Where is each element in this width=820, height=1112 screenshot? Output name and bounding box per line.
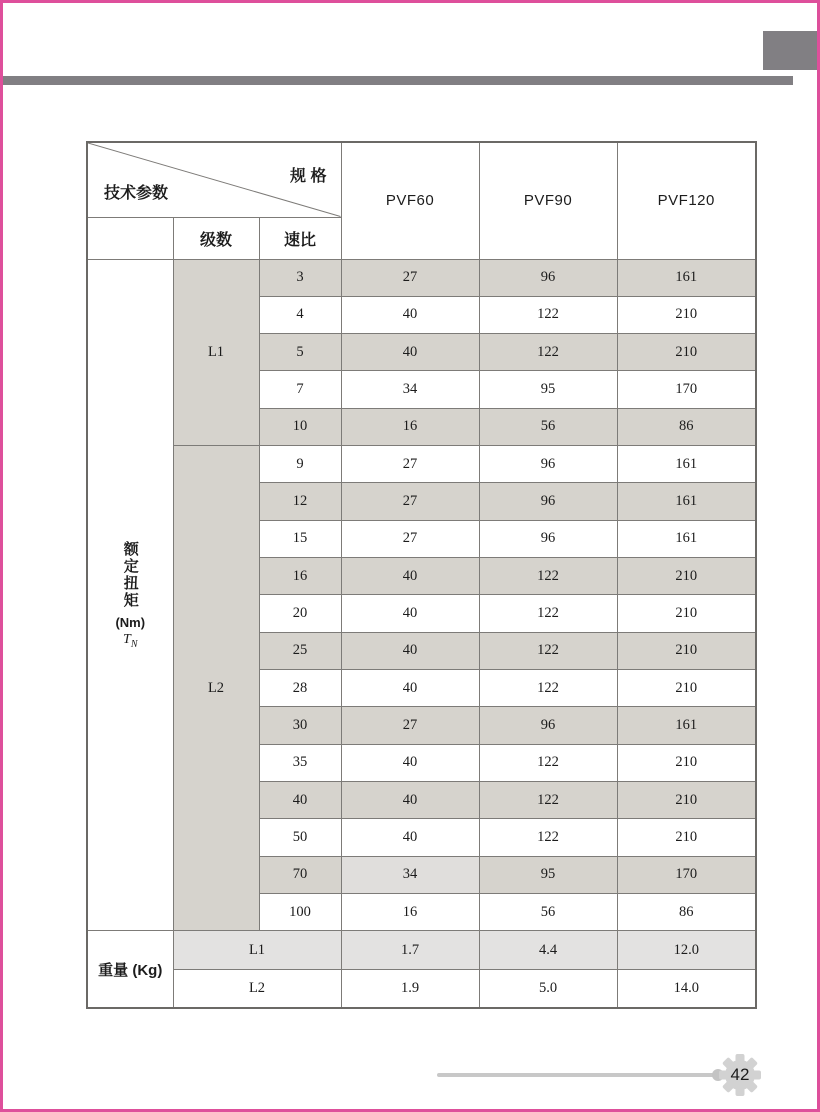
column-header-pvf60: PVF60 <box>341 142 479 259</box>
ratio-cell: 12 <box>259 483 341 520</box>
ratio-cell: 70 <box>259 856 341 893</box>
torque-unit: (Nm) <box>115 614 146 630</box>
value-cell: 34 <box>341 371 479 408</box>
value-cell: 122 <box>479 819 617 856</box>
value-cell: 170 <box>617 856 756 893</box>
value-cell: 40 <box>341 819 479 856</box>
value-cell: 16 <box>341 408 479 445</box>
value-cell: 122 <box>479 558 617 595</box>
header-rule <box>3 76 793 85</box>
weight-value-cell: 12.0 <box>617 931 756 970</box>
value-cell: 27 <box>341 259 479 296</box>
value-cell: 122 <box>479 595 617 632</box>
value-cell: 210 <box>617 670 756 707</box>
ratio-cell: 100 <box>259 894 341 931</box>
value-cell: 122 <box>479 296 617 333</box>
ratio-cell: 20 <box>259 595 341 632</box>
torque-title: 额定扭矩 <box>121 540 139 609</box>
value-cell: 122 <box>479 632 617 669</box>
value-cell: 40 <box>341 744 479 781</box>
ratio-cell: 40 <box>259 782 341 819</box>
weight-value-cell: 1.7 <box>341 931 479 970</box>
value-cell: 56 <box>479 894 617 931</box>
value-cell: 40 <box>341 632 479 669</box>
page-number-badge <box>719 1054 761 1096</box>
value-cell: 40 <box>341 558 479 595</box>
weight-value-cell: 14.0 <box>617 969 756 1008</box>
page-number: 42 <box>730 1065 750 1084</box>
value-cell: 40 <box>341 782 479 819</box>
column-header-pvf90: PVF90 <box>479 142 617 259</box>
value-cell: 86 <box>617 894 756 931</box>
spec-table <box>86 141 757 1009</box>
value-cell: 40 <box>341 595 479 632</box>
weight-label-cell: 重量 (Kg) <box>87 931 173 1008</box>
value-cell: 161 <box>617 259 756 296</box>
corner-tab-marker <box>763 31 817 70</box>
value-cell: 170 <box>617 371 756 408</box>
value-cell: 40 <box>341 670 479 707</box>
value-cell: 122 <box>479 782 617 819</box>
value-cell: 95 <box>479 856 617 893</box>
stage-cell-l1: L1 <box>173 259 259 446</box>
weight-stage-l1: L1 <box>173 931 341 970</box>
weight-stage-l2: L2 <box>173 969 341 1008</box>
value-cell: 210 <box>617 819 756 856</box>
stage-cell-l2: L2 <box>173 446 259 931</box>
value-cell: 96 <box>479 259 617 296</box>
torque-label-cell <box>87 259 173 931</box>
ratio-cell: 7 <box>259 371 341 408</box>
torque-symbol: $T_N$ <box>123 631 138 650</box>
value-cell: 210 <box>617 595 756 632</box>
weight-value-cell: 1.9 <box>341 969 479 1008</box>
value-cell: 34 <box>341 856 479 893</box>
empty-header-cell <box>87 217 173 259</box>
value-cell: 95 <box>479 371 617 408</box>
value-cell: 27 <box>341 446 479 483</box>
weight-value-cell: 5.0 <box>479 969 617 1008</box>
value-cell: 210 <box>617 782 756 819</box>
value-cell: 210 <box>617 744 756 781</box>
ratio-cell: 35 <box>259 744 341 781</box>
weight-value-cell: 4.4 <box>479 931 617 970</box>
ratio-cell: 16 <box>259 558 341 595</box>
value-cell: 96 <box>479 520 617 557</box>
value-cell: 56 <box>479 408 617 445</box>
ratio-cell: 28 <box>259 670 341 707</box>
value-cell: 27 <box>341 520 479 557</box>
value-cell: 96 <box>479 707 617 744</box>
stage-header: 级数 <box>173 217 259 259</box>
value-cell: 122 <box>479 670 617 707</box>
ratio-cell: 50 <box>259 819 341 856</box>
value-cell: 161 <box>617 707 756 744</box>
value-cell: 40 <box>341 296 479 333</box>
ratio-header: 速比 <box>259 217 341 259</box>
value-cell: 40 <box>341 334 479 371</box>
value-cell: 210 <box>617 632 756 669</box>
value-cell: 122 <box>479 744 617 781</box>
column-header-pvf120: PVF120 <box>617 142 756 259</box>
value-cell: 161 <box>617 483 756 520</box>
ratio-cell: 10 <box>259 408 341 445</box>
value-cell: 86 <box>617 408 756 445</box>
diagonal-header-cell <box>87 142 341 217</box>
value-cell: 16 <box>341 894 479 931</box>
value-cell: 27 <box>341 483 479 520</box>
ratio-cell: 25 <box>259 632 341 669</box>
value-cell: 210 <box>617 558 756 595</box>
spec-header-label: 规 格 <box>290 168 327 185</box>
value-cell: 27 <box>341 707 479 744</box>
value-cell: 161 <box>617 446 756 483</box>
param-header-label: 技术参数 <box>104 184 169 202</box>
value-cell: 122 <box>479 334 617 371</box>
ratio-cell: 15 <box>259 520 341 557</box>
ratio-cell: 30 <box>259 707 341 744</box>
ratio-cell: 3 <box>259 259 341 296</box>
value-cell: 96 <box>479 446 617 483</box>
ratio-cell: 4 <box>259 296 341 333</box>
value-cell: 96 <box>479 483 617 520</box>
value-cell: 210 <box>617 334 756 371</box>
value-cell: 161 <box>617 520 756 557</box>
ratio-cell: 5 <box>259 334 341 371</box>
value-cell: 210 <box>617 296 756 333</box>
ratio-cell: 9 <box>259 446 341 483</box>
footer-rule <box>437 1073 718 1077</box>
